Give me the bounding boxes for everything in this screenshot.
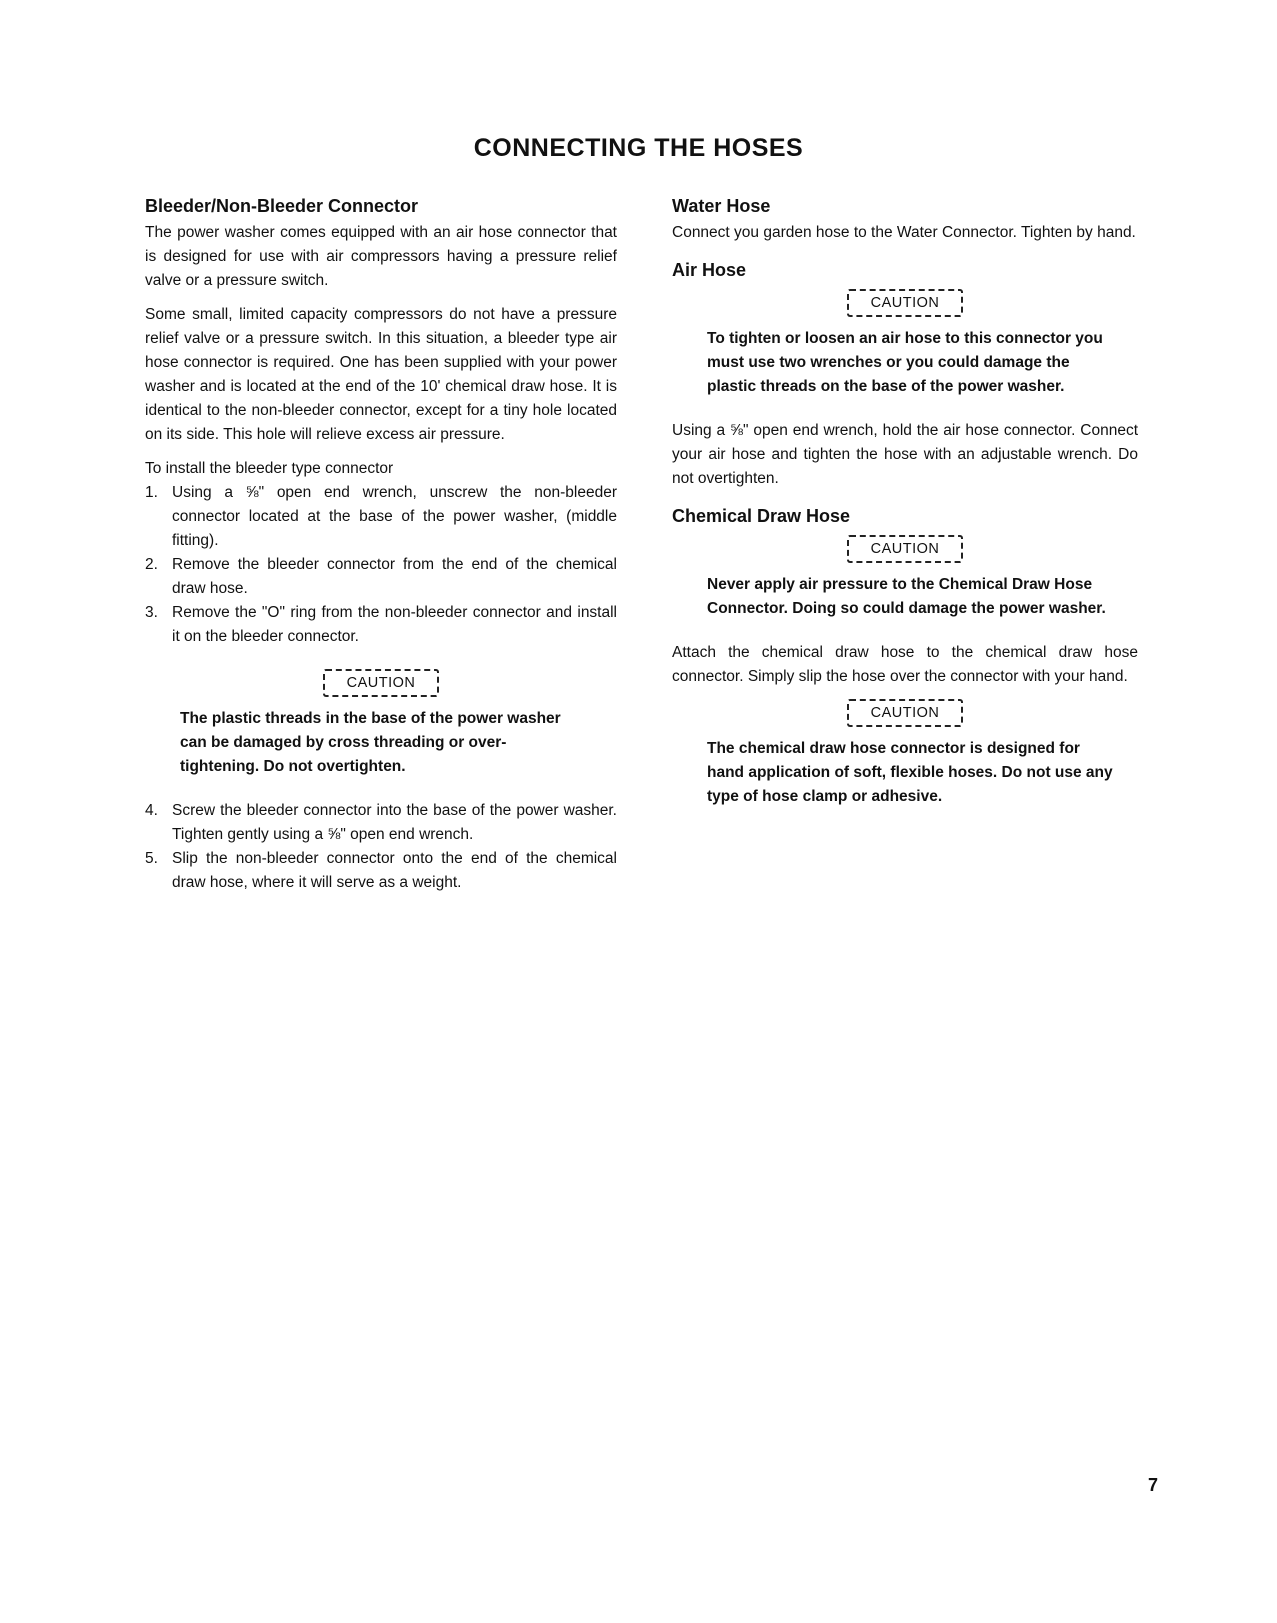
chemical-draw-hose-heading: Chemical Draw Hose [672,506,851,526]
install-steps-list [145,481,617,649]
list-item: 5. Slip the non-bleeder connector onto the end of the chemical draw hose, where it will serve as a weight. [145,850,617,891]
left-column [145,195,617,895]
caution-text: Never apply air pressure to the Chemical Draw Hose Connector. Doing so could damage the power washer. [707,576,1106,617]
caution-text: The chemical draw hose connector is designed for hand application of soft, flexible hoses. Do not use any type of hose clamp or adhesive. [707,740,1113,805]
air-hose-text: Using a ⅝" open end wrench, hold the air hose connector. Connect your air hose and tighten the hose with an adjustable wrench. Do not overtighten. [672,422,1138,487]
caution-label: CAUTION [847,289,964,317]
caution-label: CAUTION [323,669,440,697]
bleeder-detail-paragraph: Some small, limited capacity compressors do not have a pressure relief valve or a pressure switch. In this situation, a bleeder type air hose connector is required. One has been supplied with your power washer and is located at the end of the 10' chemical draw hose. It is identical to the non-bleeder connector, except for a tiny hole located on its side. This hole will relieve excess air pressure. [145,306,617,443]
right-column [672,195,1138,829]
caution-box [672,289,1138,317]
caution-box [672,535,1138,563]
list-item: 3. Remove the "O" ring from the non-bleeder connector and install it on the bleeder connector. [145,604,617,645]
page-title: CONNECTING THE HOSES [473,134,804,162]
bleeder-connector-heading: Bleeder/Non-Bleeder Connector [145,196,419,216]
page-number: 7 [1148,1475,1159,1495]
install-steps-list-continued [145,799,617,895]
list-item: 4. Screw the bleeder connector into the base of the power washer. Tighten gently using a ⅝" open end wrench. [145,802,617,843]
caution-box [145,669,617,697]
water-hose-text: Connect you garden hose to the Water Connector. Tighten by hand. [672,224,1136,241]
list-item: 2. Remove the bleeder connector from the end of the chemical draw hose. [145,556,617,597]
chemical-draw-hose-text: Attach the chemical draw hose to the chemical draw hose connector. Simply slip the hose over the connector with your hand. [672,644,1138,685]
install-instructions-intro: To install the bleeder type connector [145,460,394,477]
air-hose-heading: Air Hose [672,260,747,280]
bleeder-intro-paragraph: The power washer comes equipped with an air hose connector that is designed for use with air compressors having a pressure relief valve or a pressure switch. [145,224,617,289]
caution-text: To tighten or loosen an air hose to this connector you must use two wrenches or you could damage the plastic threads on the base of the power washer. [707,330,1103,395]
caution-box [672,699,1138,727]
list-item: 1. Using a ⅝" open end wrench, unscrew the non-bleeder connector located at the base of the power washer, (middle fitting). [145,484,617,549]
caution-text: The plastic threads in the base of the power washer can be damaged by cross threading or over-tightening. Do not overtighten. [180,710,561,775]
caution-label: CAUTION [847,535,964,563]
caution-label: CAUTION [847,699,964,727]
water-hose-heading: Water Hose [672,196,771,216]
